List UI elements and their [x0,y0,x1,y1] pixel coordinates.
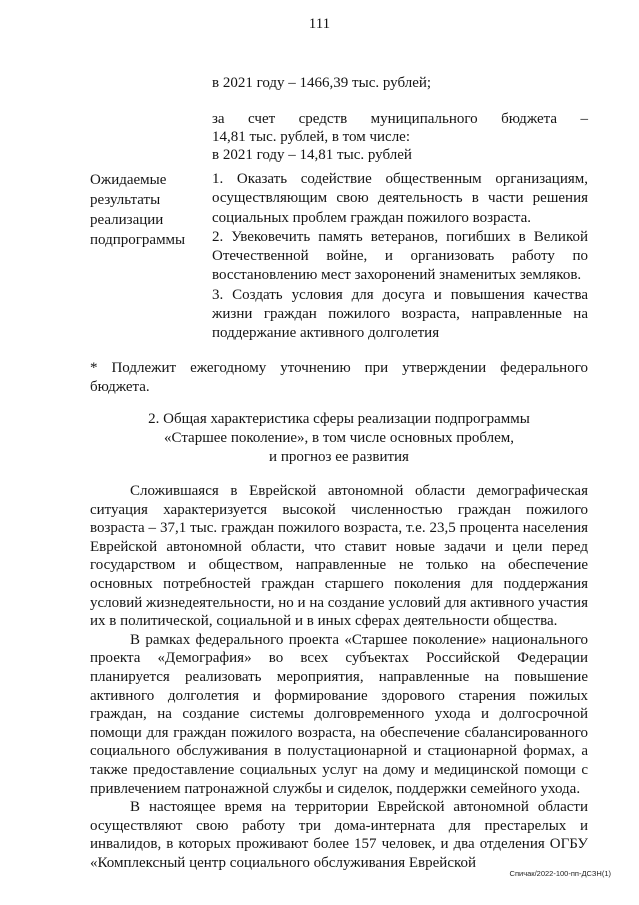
finance-municipal-line: за счет средств муниципального бюджета – [212,111,588,127]
results-label-line: результаты [90,192,161,208]
page-number: 111 [308,16,331,32]
results-label-line: подпрограммы [90,232,186,248]
result-item: 1. Оказать содействие общественным организациям, осуществляющим свою деятельность в части решения социальных проблем граждан пожилого возраста. [212,171,588,226]
footnote: * Подлежит ежегодному уточнению при утверждении федерального бюджета. [90,360,588,395]
paragraph: В рамках федерального проекта «Старшее поколение» национального проекта «Демография» во всех субъектах Российской Федерации планируется реализовать мероприятия, направленные на повышение активного долголетия и формирование здорового старения пожилых граждан, на создание системы долговременного ухода и долгосрочной помощи для граждан пожилого возраста, на обеспечение сбалансированного социального обслуживания в полустационарной и стационарной формах, а также предоставление социальных услуг на дому и медицинской помощи с привлечением патронажной службы и сиделок, поддержки семейного ухода. [90,631,588,797]
finance-line-2021-total [212,74,588,92]
expected-results [212,170,588,344]
result-item: 3. Создать условия для досуга и повышения качества жизни граждан пожилого возраста, направленные на поддержание активного долголетия [212,286,588,342]
body-text [90,482,588,872]
heading-line: и прогноз ее развития [269,449,409,465]
document-code: Спичак/2022-100-пп-ДСЗН(1) [509,869,611,878]
finance-municipal-2021: в 2021 году – 14,81 тыс. рублей [212,147,412,163]
finance-municipal-amount: 14,81 тыс. рублей, в том числе: [212,129,411,145]
finance-text: в 2021 году – 1466,39 тыс. рублей; [212,75,432,91]
heading-line: 2. Общая характеристика сферы реализации подпрограммы [148,411,530,427]
heading-line: «Старшее поколение», в том числе основных проблем, [164,430,514,446]
paragraph: В настоящее время на территории Еврейской автономной области осуществляют свою работу три дома-интерната для престарелых и инвалидов, в которых проживают более 157 человек, и два отделения ОГБУ «Комплексный центр социального обслуживания Еврейской [90,799,588,871]
results-label-line: реализации [90,212,164,228]
result-item: 2. Увековечить память ветеранов, погибших в Великой Отечественной войне, и организовать работу по восстановлению мест захоронений знаменитых земляков. [212,228,588,284]
results-label [90,170,205,250]
results-label-line: Ожидаемые [90,172,167,188]
paragraph: Сложившаяся в Еврейской автономной области демографическая ситуация характеризуется высокой численностью граждан пожилого возраста – 37,1 тыс. граждан пожилого возраста, т.е. 23,5 процента населения Еврейской автономной области, что ставит новые задачи и цели перед государством и обществом, направленные не только на обеспечение основных потребностей граждан старшего поколения для поддержания условий жизнедеятельности, но и на создание условий для активного участия их в политической, социальной и в иных сферах деятельности общества. [90,483,588,630]
section-heading [90,410,588,467]
finance-municipal-block [212,110,588,164]
